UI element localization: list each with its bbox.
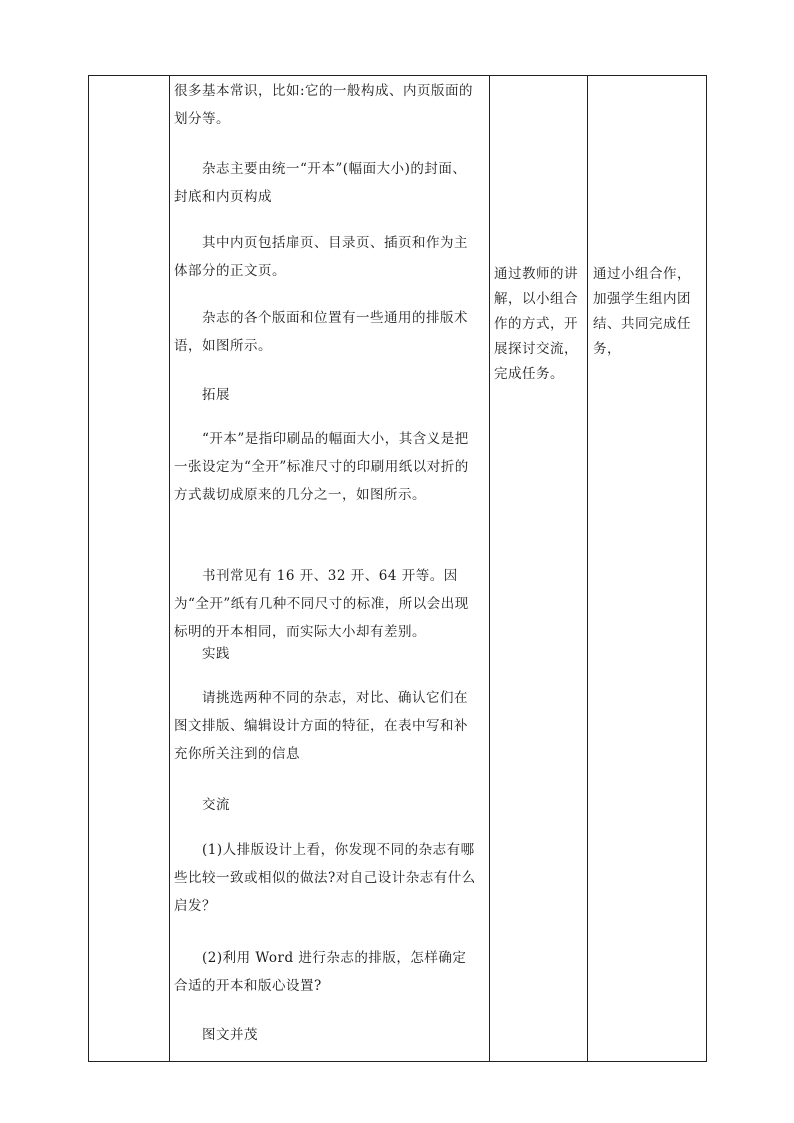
column-divider-1 <box>169 76 170 1061</box>
teaching-method-cell: 通过教师的讲解，以小组合作的方式，开展探讨交流，完成任务。 <box>494 266 578 382</box>
content-paragraph: 很多基本常识，比如:它的一般构成、内页版面的划分等。 <box>174 83 474 127</box>
discussion-question-2: (2)利用 Word 进行杂志的排版，怎样确定合适的开本和版心设置? <box>174 950 467 994</box>
section-heading-image-text: 图文并茂 <box>202 1027 258 1043</box>
discussion-question-1: (1)人排版设计上看，你发现不同的杂志有哪些比较一致或相似的做法?对自己设计杂志有什么启发？ <box>174 842 476 914</box>
content-paragraph: “开本”是指印刷品的幅面大小，其含义是把一张设定为“全开”标准尺寸的印刷用纸以对折的方式裁切成原来的几分之一，如图所示。 <box>174 431 469 503</box>
column-divider-2 <box>489 76 490 1061</box>
content-paragraph: 其中内页包括扉页、目录页、插页和作为主体部分的正文页。 <box>174 235 468 279</box>
content-paragraph: 杂志的各个版面和位置有一些通用的排版术语，如图所示。 <box>174 310 468 354</box>
section-heading-practice: 实践 <box>202 646 230 662</box>
section-heading-discussion: 交流 <box>202 797 230 813</box>
content-paragraph: 杂志主要由统一“开本”(幅面大小)的封面、封底和内页构成 <box>174 161 467 205</box>
design-intent-cell: 通过小组合作，加强学生组内团结、共同完成任务， <box>593 266 691 357</box>
section-heading-extension: 拓展 <box>202 387 230 403</box>
content-paragraph: 请挑选两种不同的杂志，对比、确认它们在图文排版、编辑设计方面的特征，在表中写和补充你所关注到的信息 <box>174 690 468 762</box>
column-divider-3 <box>587 76 588 1061</box>
content-paragraph: 书刊常见有 16 开、32 开、64 开等。因为“全开”纸有几种不同尺寸的标准，所以会出现标明的开本相同，而实际大小却有差别。 <box>174 568 469 640</box>
